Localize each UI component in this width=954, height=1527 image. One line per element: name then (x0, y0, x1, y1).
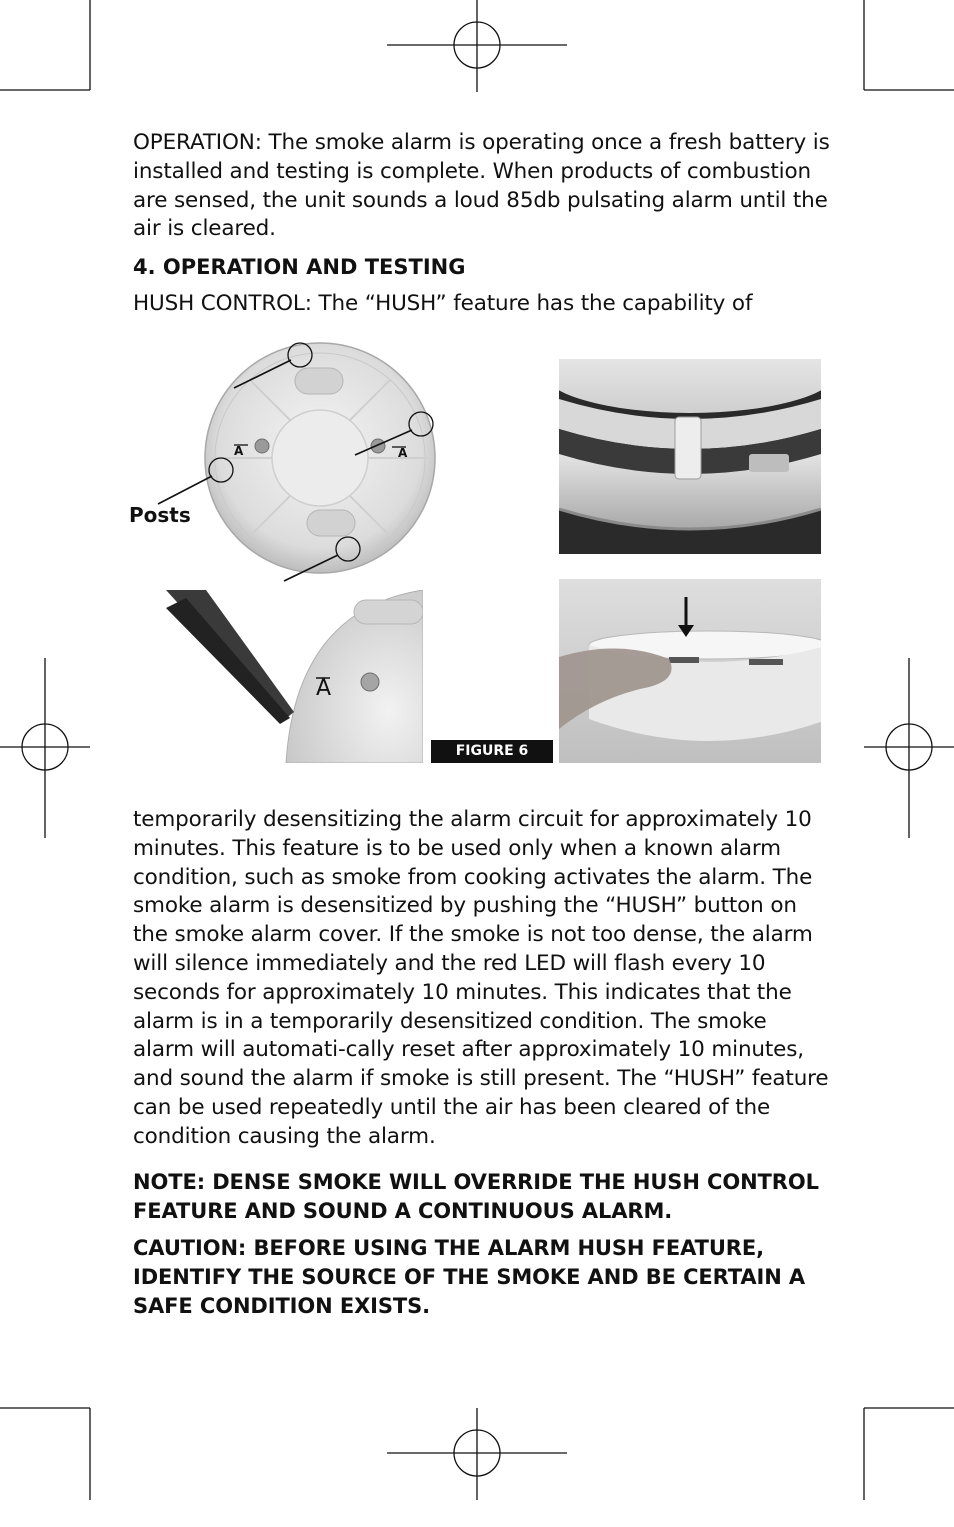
base-plate-diagram (150, 338, 450, 588)
section-heading: 4. OPERATION AND TESTING (133, 255, 466, 279)
alarm-side-photo (559, 359, 821, 554)
figure-label: FIGURE 6 (431, 740, 553, 763)
caution-text: CAUTION: BEFORE USING THE ALARM HUSH FEATURE, IDENTIFY THE SOURCE OF THE SMOKE AND BE CERTAIN A SAFE CONDITION EXISTS. (133, 1236, 806, 1318)
marker-a-label: A (316, 676, 332, 701)
pliers-photo (166, 590, 423, 763)
posts-label: Posts (129, 503, 191, 527)
hush-description: temporarily desensitizing the alarm circuit for approximately 10 minutes. This feature is to be used only when a known alarm condition, such as smoke from cooking activates the alarm. The smoke alarm is desensitized by pushing the “HUSH” button on the smoke alarm cover. If the smoke is not too dense, the alarm will silence immediately and the red LED will flash every 10 seconds for approximately 10 minutes. This indicates that the alarm is in a temporarily desensitized condition. The smoke alarm will automati-cally reset after approximately 10 minutes, and sound the alarm if smoke is still present. The “HUSH” feature can be used repeatedly until the air has been cleared of the condition causing the alarm. (133, 807, 829, 1149)
hush-intro-text: HUSH CONTROL: The “HUSH” feature has the capability of (133, 291, 753, 316)
intro-paragraph: OPERATION: The smoke alarm is operating once a fresh battery is installed and testing is complete. When products of combustion are sensed, the unit sounds a loud 85db pulsating alarm until the air is cleared. (133, 130, 830, 242)
finger-press-photo (559, 579, 821, 763)
note-text: NOTE: DENSE SMOKE WILL OVERRIDE THE HUSH CONTROL FEATURE AND SOUND A CONTINUOUS ALARM. (133, 1170, 819, 1223)
marker-a-label: A (234, 444, 244, 458)
marker-a-label: A (398, 446, 408, 460)
